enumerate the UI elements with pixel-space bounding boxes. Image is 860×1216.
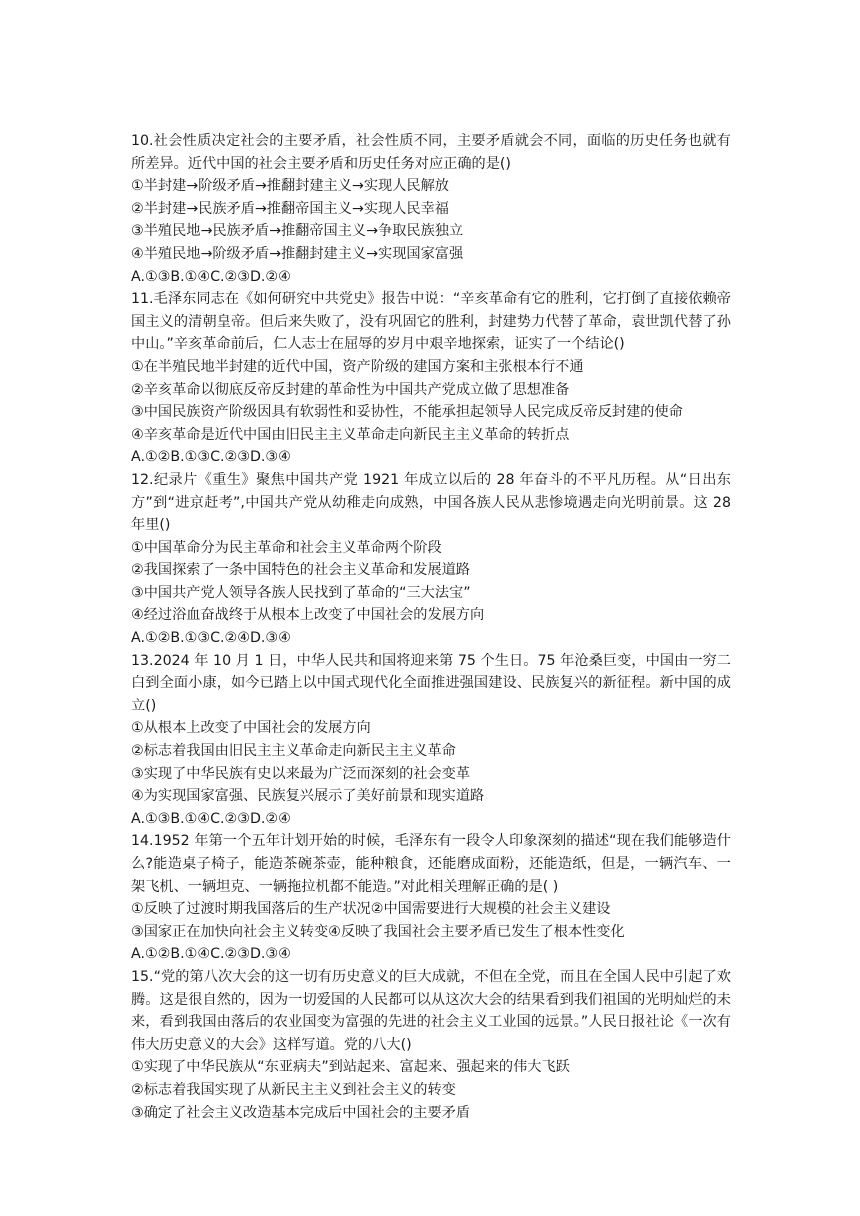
- question-option: ③确定了社会主义改造基本完成后中国社会的主要矛盾: [131, 1104, 471, 1121]
- question-option: ①实现了中华民族从“东亚病夫”到站起来、富起来、强起来的伟大飞跃: [131, 1059, 570, 1076]
- question-option: ②半封建→民族矛盾→推翻帝国主义→实现人民幸福: [131, 200, 449, 217]
- question-stem: 12.纪录片《重生》聚焦中国共产党 1921 年成立以后的 28 年奋斗的不平凡历程。从“日出东方”到“进京赶考”,中国共产党从幼稚走向成熟，中国各族人民从悲惨境遇走向光明前景。这 28 年里(): [131, 471, 731, 534]
- question-option: ①在半殖民地半封建的近代中国，资产阶级的建国方案和主张根本行不通: [131, 358, 584, 375]
- question-option: ②标志着我国实现了从新民主主义到社会主义的转变: [131, 1081, 456, 1098]
- answer-choices: A.①②B.①③C.②③D.③④: [131, 449, 291, 466]
- question-option: ④经过浴血奋战终于从根本上改变了中国社会的发展方向: [131, 607, 485, 624]
- question-stem: 13.2024 年 10 月 1 日，中华人民共和国将迎来第 75 个生日。75 年沧桑巨变，中国由一穷二白到全面小康，如今已踏上以中国式现代化全面推进强国建设、民族复兴的新征程。新中国的成立(): [131, 652, 731, 714]
- question-option: ①从根本上改变了中国社会的发展方向: [131, 720, 371, 737]
- question-stem: 15.“党的第八次大会的这一切有历史意义的巨大成就，不但在全党，而且在全国人民中引起了欢腾。这是很自然的，因为一切爱国的人民都可以从这次大会的结果看到我们祖国的光明灿烂的未来，看到我国由落后的农业国变为富强的先进的社会主义工业国的远景。”人民日报社论《一次有伟大历史意义的大会》这样写道。党的八大(): [131, 968, 731, 1053]
- question-13: [131, 650, 731, 831]
- answer-choices: A.①②B.①③C.②④D.③④: [131, 630, 291, 647]
- answer-choices: A.①③B.①④C.②③D.②④: [131, 268, 291, 285]
- question-option: ④为实现国家富强、民族复兴展示了美好前景和现实道路: [131, 788, 485, 805]
- question-11: [131, 288, 731, 469]
- question-15: [131, 966, 731, 1124]
- question-option: ③中国民族资产阶级因具有软弱性和妥协性，不能承担起领导人民完成反帝反封建的使命: [131, 404, 683, 421]
- question-stem: 10.社会性质决定社会的主要矛盾，社会性质不同，主要矛盾就会不同，面临的历史任务也就有所差异。近代中国的社会主要矛盾和历史任务对应正确的是(): [131, 133, 731, 172]
- question-stem: 11.毛泽东同志在《如何研究中共党史》报告中说：“辛亥革命有它的胜利，它打倒了直接依赖帝国主义的清朝皇帝。但后来失败了，没有巩固它的胜利，封建势力代替了革命，袁世凯代替了孙中山。”辛亥革命前后，仁人志士在屈辱的岁月中艰辛地探索，证实了一个结论(): [131, 291, 731, 353]
- question-option: ②辛亥革命以彻底反帝反封建的革命性为中国共产党成立做了思想准备: [131, 381, 570, 398]
- question-option: ③中国共产党人领导各族人民找到了革命的“三大法宝”: [131, 584, 471, 601]
- answer-choices: A.①③B.①④C.②③D.②④: [131, 810, 291, 827]
- question-10: [131, 130, 731, 288]
- question-option: ①半封建→阶级矛盾→推翻封建主义→实现人民解放: [131, 178, 449, 195]
- question-option: ②标志着我国由旧民主主义革命走向新民主主义革命: [131, 743, 456, 760]
- question-option: ④辛亥革命是近代中国由旧民主主义革命走向新民主主义革命的转折点: [131, 426, 570, 443]
- question-option: ③半殖民地→民族矛盾→推翻帝国主义→争取民族独立: [131, 223, 464, 240]
- question-option: ①中国革命分为民主革命和社会主义革命两个阶段: [131, 539, 442, 556]
- question-14: [131, 830, 731, 966]
- question-stem: 14.1952 年第一个五年计划开始的时候，毛泽东有一段令人印象深刻的描述“现在我们能够造什么?能造桌子椅子，能造茶碗茶壶，能种粮食，还能磨成面粉，还能造纸，但是，一辆汽车、一架飞机、一辆坦克、一辆拖拉机都不能造。”对此相关理解正确的是( ): [131, 833, 731, 895]
- question-option: ③国家正在加快向社会主义转变④反映了我国社会主要矛盾已发生了根本性变化: [131, 923, 625, 940]
- question-12: [131, 469, 731, 650]
- answer-choices: A.①②B.①④C.②③D.③④: [131, 946, 291, 963]
- question-option: ③实现了中华民族有史以来最为广泛而深刻的社会变革: [131, 765, 471, 782]
- question-option: ②我国探索了一条中国特色的社会主义革命和发展道路: [131, 562, 471, 579]
- question-option: ④半殖民地→阶级矛盾→推翻封建主义→实现国家富强: [131, 245, 464, 262]
- question-option: ①反映了过渡时期我国落后的生产状况②中国需要进行大规模的社会主义建设: [131, 901, 611, 918]
- question-list: [131, 130, 731, 1124]
